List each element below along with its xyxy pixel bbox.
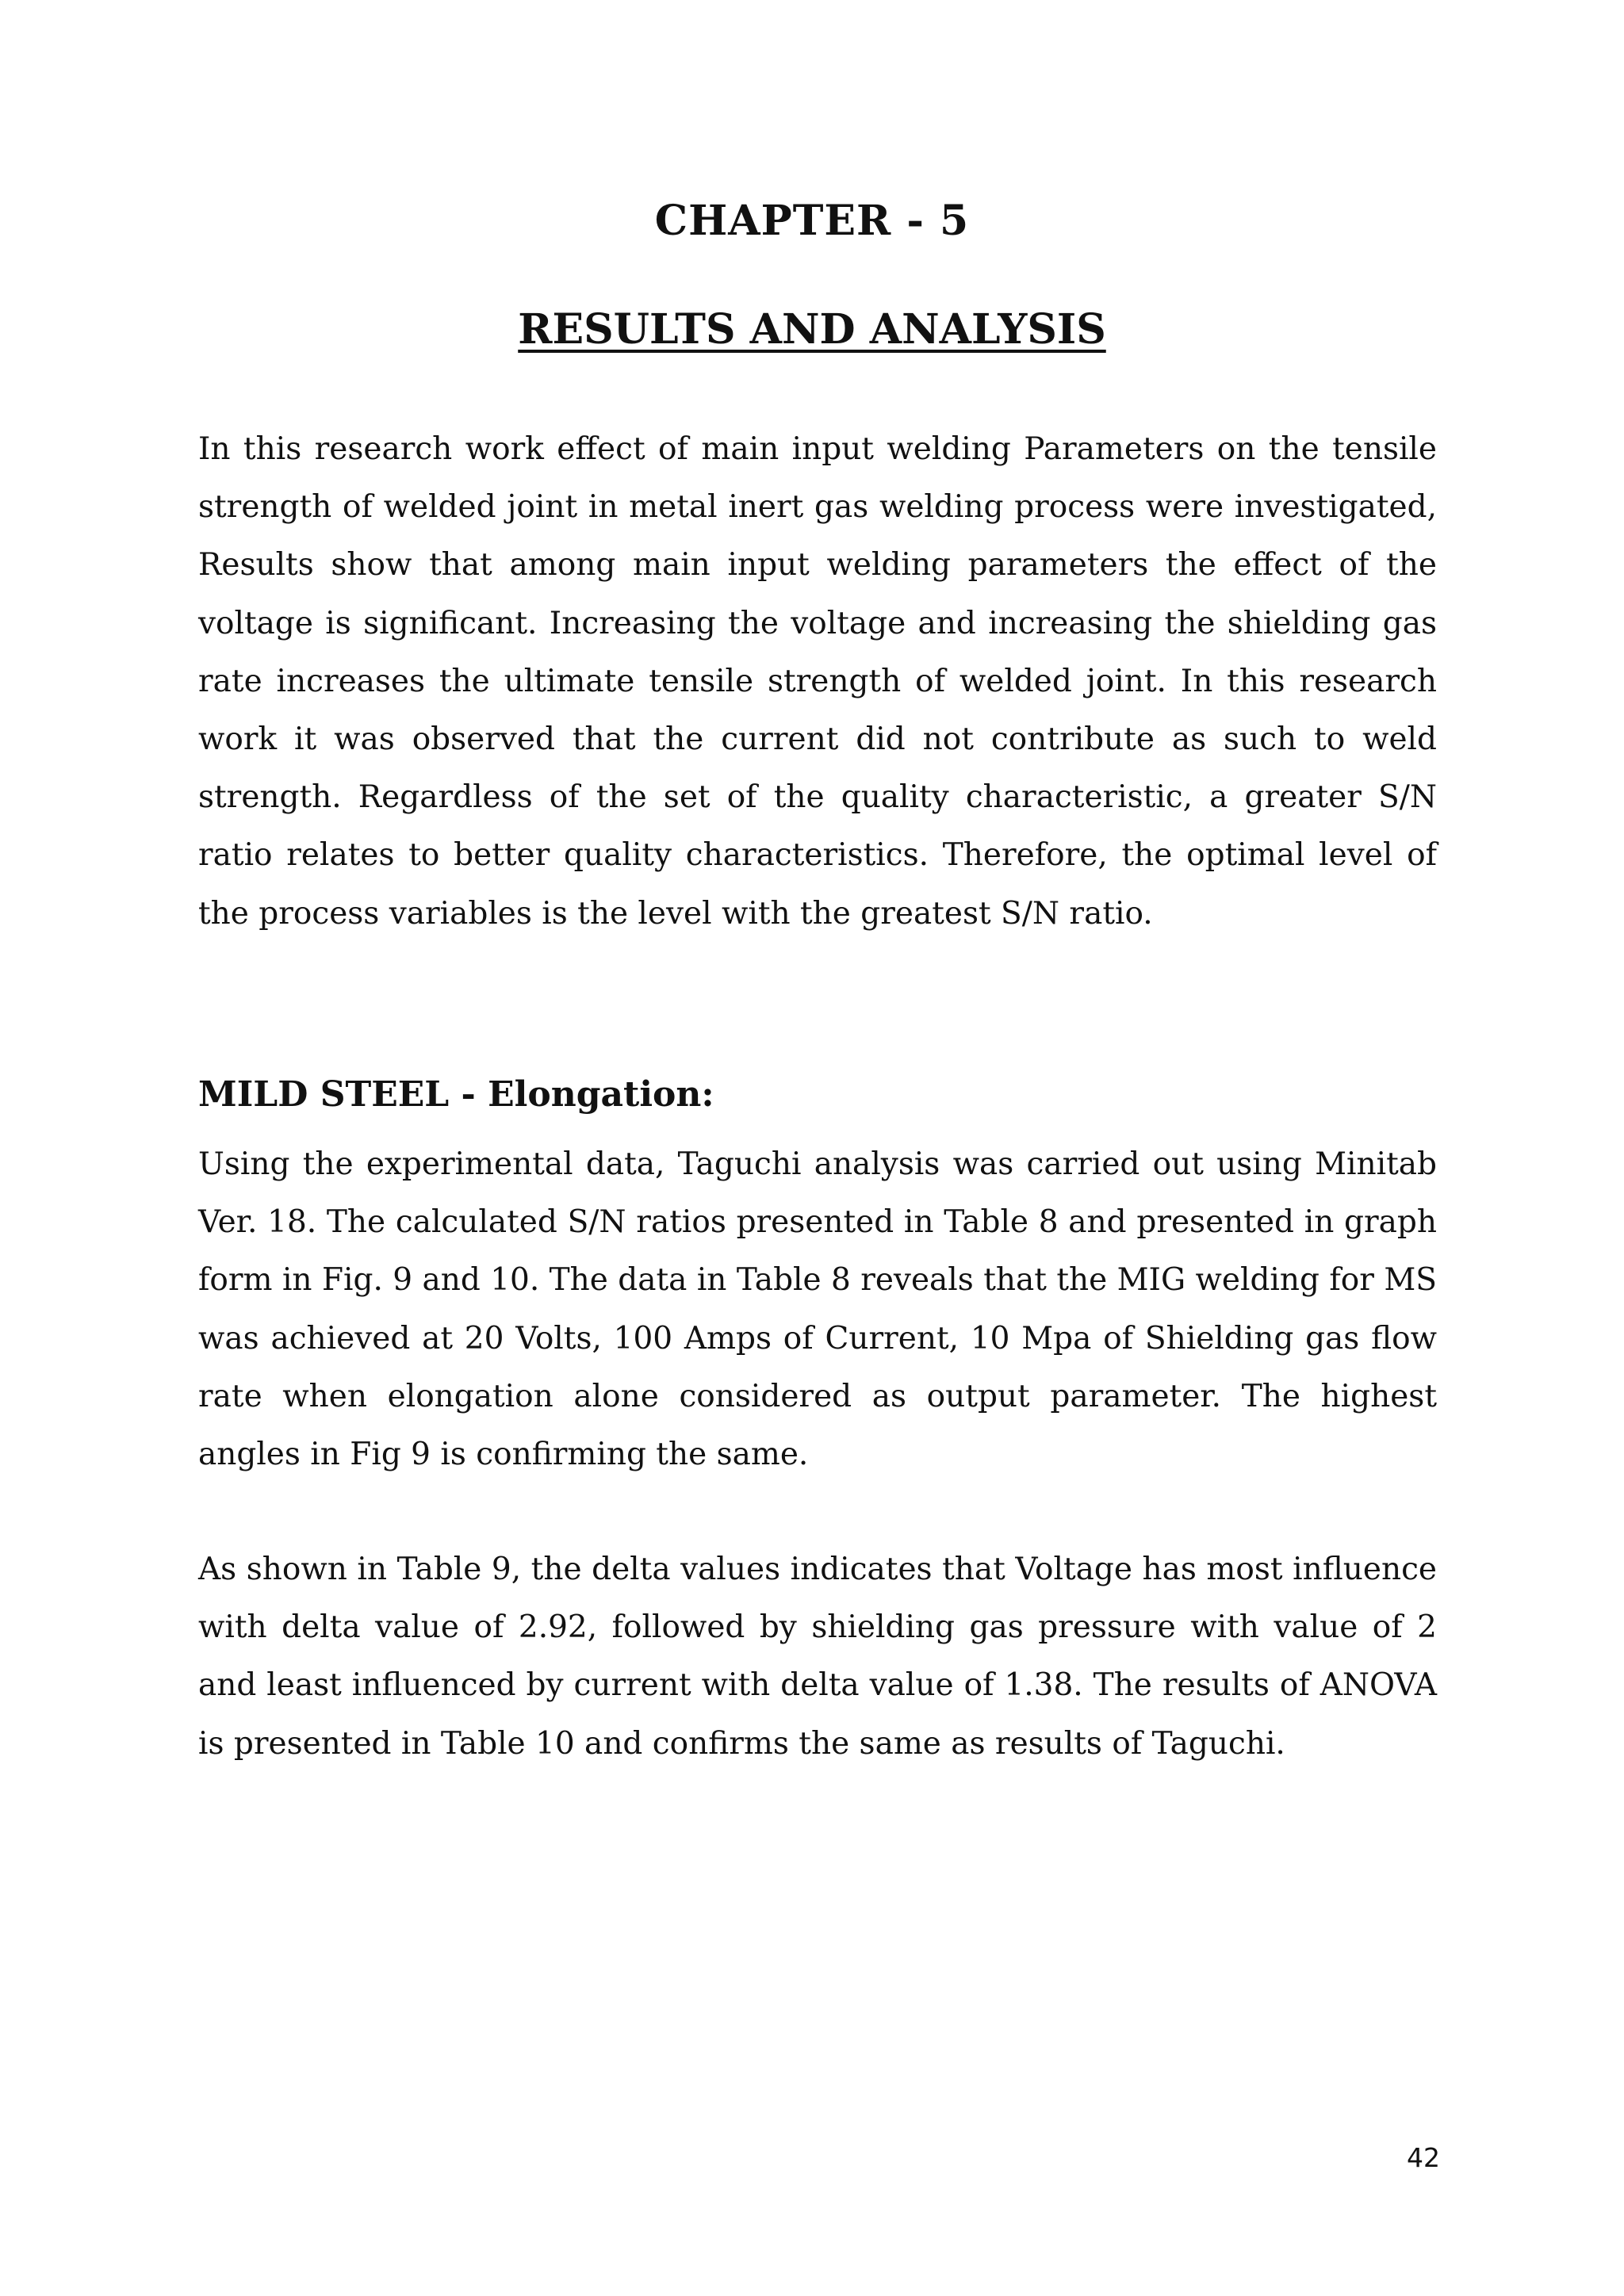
- delta-paragraph: As shown in Table 9, the delta values indicates that Voltage has most influence with delta value of 2.92, followed by shielding gas pressure with value of 2 and least influenced by current with delta value of 1.38. The results of ANOVA is presented in Table 10 and confirms the same as results of Taguchi.: [198, 1552, 1437, 1762]
- section-title-text: RESULTS AND ANALYSIS: [518, 305, 1106, 354]
- intro-paragraph: In this research work effect of main input welding Parameters on the tensile strength of welded joint in metal inert gas welding process were investigated, Results show that among main input welding parameters the effect of the voltage is significant. Increasing the voltage and increasing the shielding gas rate increases the ultimate tensile strength of welded joint. In this research work it was observed that the current did not contribute as such to weld strength. Regardless of the set of the quality characteristic, a greater S/N ratio relates to better quality characteristics. Therefore, the optimal level of the process variables is the level with the greatest S/N ratio.: [198, 431, 1437, 932]
- page-number: 42: [1407, 2142, 1440, 2173]
- subheading-mild-steel: MILD STEEL - Elongation:: [198, 1074, 714, 1115]
- section-title: [0, 305, 1624, 354]
- taguchi-paragraph: Using the experimental data, Taguchi analysis was carried out using Minitab Ver. 18. The calculated S/N ratios presented in Table 8 and presented in graph form in Fig. 9 and 10. The data in Table 8 reveals that the MIG welding for MS was achieved at 20 Volts, 100 Amps of Current, 10 Mpa of Shielding gas flow rate when elongation alone considered as output parameter. The highest angles in Fig 9 is confirming the same.: [198, 1146, 1437, 1473]
- chapter-title: CHAPTER - 5: [654, 197, 970, 245]
